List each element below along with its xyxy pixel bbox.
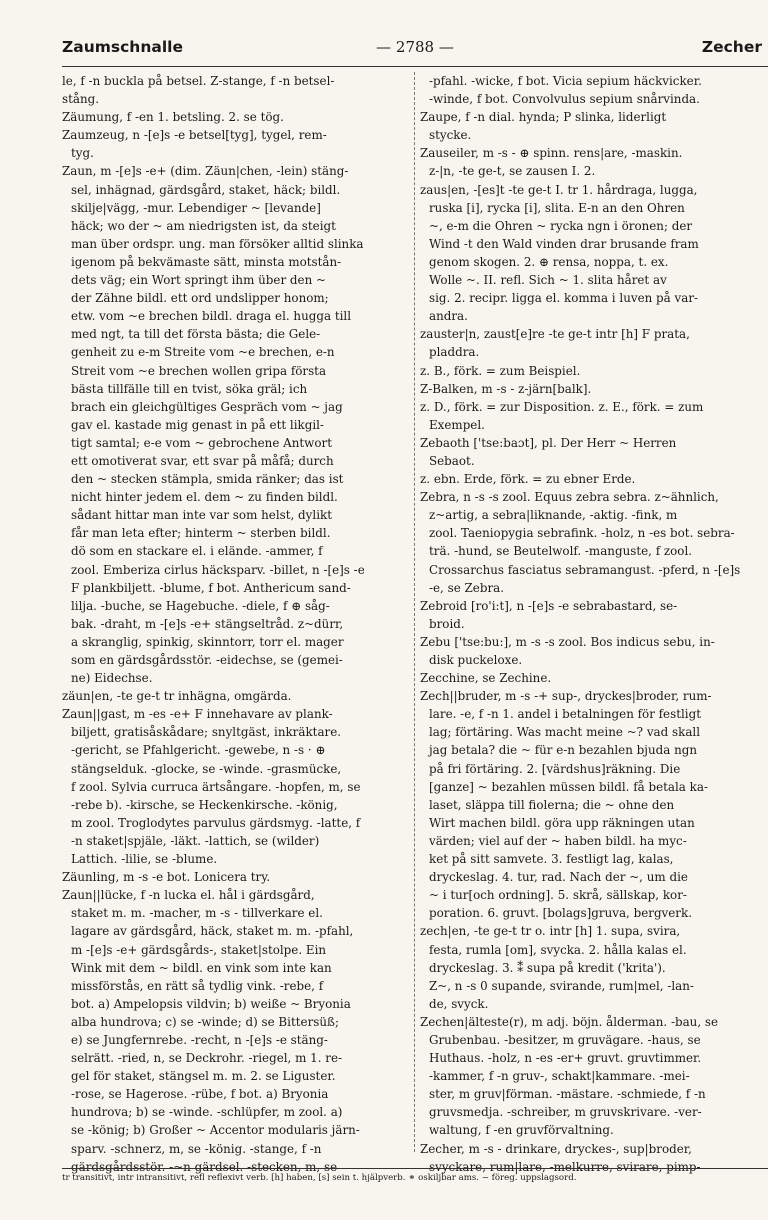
text-line: z-|n, -te ge-t, se zausen I. 2. bbox=[429, 164, 596, 179]
text-line: hundrova; b) se -winde. -schlüpfer, m zool. a) bbox=[71, 1105, 343, 1120]
text-line: waltung, f -en gruvförvaltning. bbox=[429, 1123, 614, 1138]
text-line: -gericht, se Pfahlgericht. -gewebe, n -s · ⊕ bbox=[71, 743, 326, 758]
text-line: Wirt machen bildl. göra upp räkningen utan bbox=[429, 815, 695, 830]
text-line: sel, inhägnad, gärdsgård, staket, häck; bildl. bbox=[71, 182, 341, 197]
text-line: dryckeslag. 3. ⁑ supa på kredit ('krita'). bbox=[429, 960, 666, 975]
text-line: Huthaus. -holz, n -es -er+ gruvt. gruvtimmer. bbox=[429, 1051, 702, 1066]
text-line: f zool. Sylvia curruca ärtsångare. -hopfen, m, se bbox=[71, 779, 361, 794]
text-line: Exempel. bbox=[429, 417, 485, 432]
text-line: ket på sitt samvete. 3. festligt lag, kalas, bbox=[429, 852, 674, 867]
text-line: der Zähne bildl. ett ord undslipper honom; bbox=[71, 291, 329, 306]
text-line: disk puckeloxe. bbox=[429, 653, 523, 667]
text-line: trä. -hund, se Beutelwolf. -manguste, f zool. bbox=[429, 544, 693, 559]
text-line: tyg. bbox=[71, 146, 94, 161]
text-line: Zecher, m -s - drinkare, dryckes-, sup|broder, bbox=[420, 1141, 692, 1156]
text-line: z. B., förk. = zum Beispiel. bbox=[420, 363, 581, 378]
text-line: tigt samtal; e-e vom ~ gebrochene Antwort bbox=[71, 435, 332, 450]
text-line: z~artig, a sebra|liknande, -aktig. -fink, m bbox=[429, 508, 678, 523]
header-rule bbox=[62, 66, 768, 67]
text-line: sparv. -schnerz, m, se -könig. -stange, f -n bbox=[71, 1141, 322, 1156]
header-first-entry: Zaumschnalle bbox=[62, 38, 183, 56]
text-line: den ~ stecken stämpla, smida ränker; das ist bbox=[71, 472, 344, 487]
text-line: pladdra. bbox=[429, 345, 480, 360]
text-line: F plankbiljett. -blume, f bot. Anthericum sand- bbox=[71, 580, 351, 595]
text-line: får man leta efter; hinterm ~ sterben bildl. bbox=[71, 526, 331, 541]
text-line: -winde, f bot. Convolvulus sepium snårvinda. bbox=[429, 92, 700, 107]
text-line: jag betala? die ~ für e-n bezahlen bjuda ngn bbox=[429, 743, 698, 758]
text-line: skilje|vägg, -mur. Lebendiger ~ [levande] bbox=[71, 200, 321, 215]
text-line: -pfahl. -wicke, f bot. Vicia sepium häckvicker. bbox=[429, 74, 702, 88]
text-line: Zauseiler, m -s - ⊕ spinn. rens|are, -maskin. bbox=[420, 146, 683, 161]
text-line: festa, rumla [om], svycka. 2. hålla kalas el. bbox=[429, 942, 687, 957]
text-line: zäun|en, -te ge-t tr inhägna, omgärda. bbox=[62, 689, 292, 704]
text-line: selrätt. -ried, n, se Deckrohr. -riegel, m 1. re- bbox=[71, 1051, 343, 1066]
text-line: brach ein gleichgültiges Gespräch vom ~ jag bbox=[71, 399, 343, 414]
page-header bbox=[62, 38, 768, 66]
text-line: på fri förtäring. 2. [värdshus]räkning. Die bbox=[429, 761, 681, 776]
text-line: Zaun||lücke, f -n lucka el. hål i gärdsgård, bbox=[62, 888, 315, 903]
text-line: lilja. -buche, se Hagebuche. -diele, f ⊕ såg- bbox=[71, 598, 330, 613]
text-line: Grubenbau. -besitzer, m gruvägare. -haus, se bbox=[429, 1032, 701, 1047]
text-line: a skranglig, spinkig, skinntorr, torr el. mager bbox=[71, 634, 344, 649]
text-line: le, f -n buckla på betsel. Z-stange, f -n betsel- bbox=[62, 74, 335, 88]
text-line: ~, e-m die Ohren ~ rycka ngn i öronen; der bbox=[429, 218, 693, 233]
text-line: Lattich. -lilie, se -blume. bbox=[71, 852, 218, 867]
text-line: Z-Balken, m -s - z-järn[balk]. bbox=[420, 381, 592, 396]
text-line: -n staket|spjäle, -läkt. -lattich, se (wilder) bbox=[71, 833, 320, 848]
text-line: Streit vom ~e brechen wollen gripa första bbox=[71, 363, 327, 378]
text-line: dets väg; ein Wort springt ihm über den ~ bbox=[71, 273, 326, 288]
text-line: gav el. kastade mig genast in på ett likgil- bbox=[71, 417, 324, 432]
text-line: Zaupe, f -n dial. hynda; P slinka, liderligt bbox=[420, 110, 667, 125]
text-line: sig. 2. recipr. ligga el. komma i luven på var- bbox=[429, 291, 699, 306]
text-line: andra. bbox=[429, 309, 468, 324]
text-line: ruska [i], rycka [i], slita. E-n an den Ohren bbox=[429, 200, 685, 215]
text-line: ne) Eidechse. bbox=[71, 671, 153, 686]
text-line: -rebe b). -kirsche, se Heckenkirsche. -könig, bbox=[71, 797, 338, 812]
text-line: ster, m gruv|förman. -mästare. -schmiede, f -n bbox=[429, 1087, 706, 1102]
text-line: stång. bbox=[62, 92, 100, 107]
dictionary-page bbox=[62, 30, 768, 1215]
text-line: -e, se Zebra. bbox=[429, 580, 504, 595]
text-line: -kammer, f -n gruv-, schakt|kammare. -mei- bbox=[429, 1069, 690, 1084]
text-line: bästa tillfälle till en tvist, söka gräl; ich bbox=[71, 381, 308, 396]
text-line: bot. a) Ampelopsis vildvin; b) weiße ~ Bryonia bbox=[71, 996, 351, 1011]
text-line: de, svyck. bbox=[429, 996, 489, 1011]
text-line: Wind -t den Wald vinden drar brusande fram bbox=[429, 236, 699, 251]
text-line: staket m. m. -macher, m -s - tillverkare el. bbox=[71, 906, 323, 921]
text-line: zaus|en, -[es]t -te ge-t I. tr 1. hårdraga, lugga, bbox=[420, 182, 698, 197]
text-line: genheit zu e-m Streite vom ~e brechen, e-n bbox=[71, 345, 335, 360]
text-line: Zebra, n -s -s zool. Equus zebra sebra. z~ähnlich, bbox=[420, 490, 719, 505]
text-line: ett omotiverat svar, ett svar på måfå; durch bbox=[71, 453, 334, 468]
text-line: Sebaot. bbox=[429, 453, 475, 468]
text-line: svyckare, rum|lare, -melkurre, svirare, pimp- bbox=[429, 1159, 701, 1174]
text-line: med ngt, ta till det första bästa; die Gele- bbox=[71, 327, 321, 342]
text-line: Zebaoth ['tse:baɔt], pl. Der Herr ~ Herren bbox=[420, 435, 677, 450]
text-line: lare. -e, f -n 1. andel i betalningen för festligt bbox=[429, 707, 701, 722]
text-line: dryckeslag. 4. tur, rad. Nach der ~, um die bbox=[429, 870, 688, 885]
text-line: zauster|n, zaust[e]re -te ge-t intr [h] F prata, bbox=[420, 327, 690, 342]
left-column bbox=[62, 72, 408, 1174]
text-line: missförstås, en rätt så tydlig vink. -rebe, f bbox=[71, 978, 324, 993]
text-line: Z~, n -s 0 supande, svirande, rum|mel, -lan- bbox=[429, 978, 694, 993]
column-separator bbox=[414, 72, 415, 1152]
text-line: gärdsgårdsstör. -~n gärdsel. -stecken, m, se bbox=[71, 1159, 338, 1174]
text-line: zool. Emberiza cirlus häcksparv. -billet, n -[e]s -e bbox=[71, 562, 365, 577]
text-line: broid. bbox=[429, 616, 465, 631]
text-line: stycke. bbox=[429, 128, 472, 143]
text-line: alba hundrova; c) se -winde; d) se Bittersüß; bbox=[71, 1014, 339, 1029]
right-column bbox=[420, 72, 766, 1174]
text-line: sådant hittar man inte var som helst, dylikt bbox=[71, 508, 332, 523]
text-line: stängselduk. -glocke, se -winde. -grasmücke, bbox=[71, 761, 342, 776]
text-line: igenom på bekvämaste sätt, minsta motstån- bbox=[71, 254, 342, 269]
text-line: lagare av gärdsgård, häck, staket m. m. -pfahl, bbox=[71, 924, 354, 939]
text-line: m zool. Troglodytes parvulus gärdsmyg. -latte, f bbox=[71, 815, 361, 830]
text-line: e) se Jungfernrebe. -recht, n -[e]s -e stäng- bbox=[71, 1032, 328, 1047]
text-line: Zaun||gast, m -es -e+ F innehavare av plank- bbox=[62, 707, 333, 722]
text-line: [ganze] ~ bezahlen müssen bildl. få betala ka- bbox=[429, 779, 708, 794]
text-line: m -[e]s -e+ gärdsgårds-, staket|stolpe. Ein bbox=[71, 942, 327, 957]
text-line: Zaumzeug, n -[e]s -e betsel[tyg], tygel, rem- bbox=[62, 128, 327, 143]
text-line: Zebu ['tse:bu:], m -s -s zool. Bos indicus sebu, in- bbox=[420, 634, 715, 649]
text-line: Zaun, m -[e]s -e+ (dim. Zäun|chen, -lein) stäng- bbox=[62, 164, 349, 179]
text-line: Zecchine, se Zechine. bbox=[420, 671, 552, 686]
text-line: gel för staket, stängsel m. m. 2. se Liguster. bbox=[71, 1069, 336, 1084]
text-line: zech|en, -te ge-t tr o. intr [h] 1. supa, svira, bbox=[420, 924, 681, 939]
text-line: Zechen|älteste(r), m adj. böjn. ålderman. -bau, se bbox=[420, 1014, 719, 1029]
text-line: laset, släppa till fiolerna; die ~ ohne den bbox=[429, 797, 675, 812]
text-line: genom skogen. 2. ⊕ rensa, noppa, t. ex. bbox=[429, 254, 669, 269]
text-line: nicht hinter jedem el. dem ~ zu finden bildl. bbox=[71, 490, 338, 505]
page-number: — 2788 — bbox=[376, 38, 454, 56]
header-last-entry: Zecher bbox=[701, 38, 762, 56]
text-line: Zäumung, f -en 1. betsling. 2. se tög. bbox=[62, 110, 284, 125]
abbreviation-legend: tr transitivt, intr intransitivt, refl reflexivt verb. [h] haben, [s] sein t. hjälpverb. ⚭ oskiljbar ams. ~ föreg. uppslagsord. bbox=[62, 1168, 768, 1187]
text-line: -rose, se Hagerose. -rübe, f bot. a) Bryonia bbox=[71, 1087, 329, 1102]
text-line: zool. Taeniopygia sebrafink. -holz, n -es bot. sebra- bbox=[429, 526, 735, 541]
text-line: lag; förtäring. Was macht meine ~? vad skall bbox=[429, 725, 701, 740]
text-line: Wolle ~. II. refl. Sich ~ 1. slita håret av bbox=[429, 273, 667, 288]
text-line: Crossarchus fasciatus sebramangust. -pferd, n -[e]s bbox=[429, 562, 741, 577]
text-line: Zech||bruder, m -s -+ sup-, dryckes|broder, rum- bbox=[420, 689, 712, 704]
text-line: se -könig; b) Großer ~ Accentor modularis järn- bbox=[71, 1123, 360, 1138]
text-line: ~ i tur[och ordning]. 5. skrå, sällskap, kor- bbox=[429, 888, 687, 903]
text-line: gruvsmedja. -schreiber, m gruvskrivare. -ver- bbox=[429, 1105, 702, 1120]
text-line: biljett, gratisåskådare; snyltgäst, inkräktare. bbox=[71, 725, 342, 740]
text-line: Zäunling, m -s -e bot. Lonicera try. bbox=[62, 870, 271, 885]
text-line: värden; viel auf der ~ haben bildl. ha myc- bbox=[429, 833, 687, 848]
text-line: poration. 6. gruvt. [bolags]gruva, bergverk. bbox=[429, 906, 692, 921]
text-line: man über ordspr. ung. man försöker alltid slinka bbox=[71, 236, 364, 251]
text-line: Wink mit dem ~ bildl. en vink som inte kan bbox=[71, 960, 332, 975]
text-line: bak. -draht, m -[e]s -e+ stängseltråd. z~dürr, bbox=[71, 616, 344, 631]
text-line: dö som en stackare el. i elände. -ammer, f bbox=[71, 544, 323, 559]
text-line: häck; wo der ~ am niedrigsten ist, da steigt bbox=[71, 218, 336, 233]
text-line: Zebroid [ro'i:t], n -[e]s -e sebrabastard, se- bbox=[420, 598, 678, 613]
text-line: som en gärdsgårdsstör. -eidechse, se (gemei- bbox=[71, 653, 343, 667]
text-line: z. ebn. Erde, förk. = zu ebner Erde. bbox=[420, 472, 636, 487]
text-line: z. D., förk. = zur Disposition. z. E., förk. = zum bbox=[420, 399, 704, 414]
text-line: etw. vom ~e brechen bildl. draga el. hugga till bbox=[71, 309, 352, 324]
